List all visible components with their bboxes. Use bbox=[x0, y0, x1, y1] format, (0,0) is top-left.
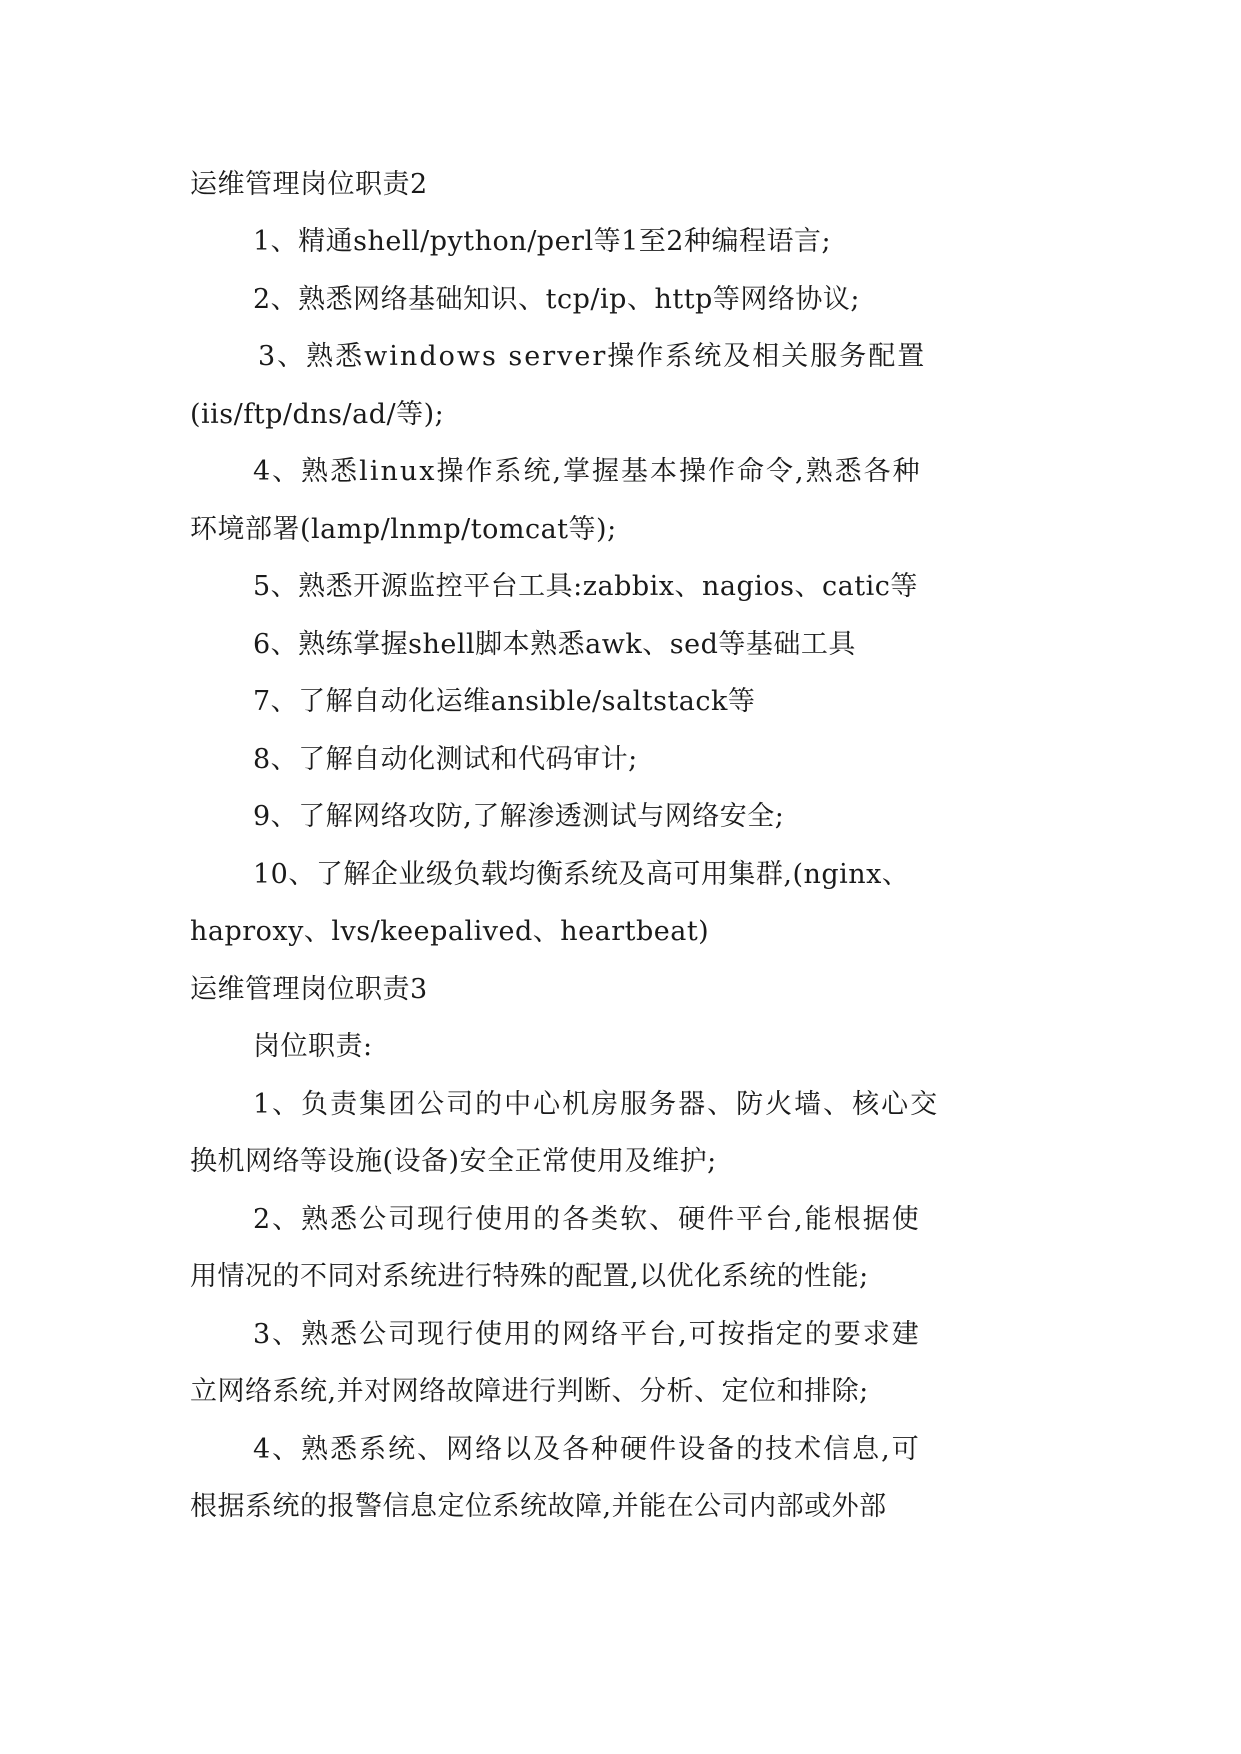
list-item: 3、熟悉windows server操作系统及相关服务配置 bbox=[258, 341, 927, 372]
section-title: 运维管理岗位职责3 bbox=[190, 974, 428, 1005]
list-item: 4、熟悉系统、网络以及各种硬件设备的技术信息,可 bbox=[253, 1434, 921, 1465]
list-item: 4、熟悉linux操作系统,掌握基本操作命令,熟悉各种 bbox=[253, 456, 922, 487]
list-item-continued: 环境部署(lamp/lnmp/tomcat等); bbox=[190, 514, 617, 545]
section-subtitle: 岗位职责: bbox=[253, 1031, 373, 1062]
section-title: 运维管理岗位职责2 bbox=[190, 169, 428, 200]
list-item: 1、负责集团公司的中心机房服务器、防火墙、核心交 bbox=[253, 1089, 940, 1120]
list-item: 5、熟悉开源监控平台工具:zabbix、nagios、catic等 bbox=[253, 571, 918, 602]
list-item-continued: 用情况的不同对系统进行特殊的配置,以优化系统的性能; bbox=[190, 1261, 869, 1292]
list-item-continued: (iis/ftp/dns/ad/等); bbox=[190, 399, 445, 430]
list-item: 1、精通shell/python/perl等1至2种编程语言; bbox=[253, 226, 832, 257]
list-item-continued: 根据系统的报警信息定位系统故障,并能在公司内部或外部 bbox=[190, 1491, 887, 1522]
list-item: 10、了解企业级负载均衡系统及高可用集群,(nginx、 bbox=[253, 859, 910, 890]
list-item: 6、熟练掌握shell脚本熟悉awk、sed等基础工具 bbox=[253, 629, 856, 660]
list-item: 2、熟悉网络基础知识、tcp/ip、http等网络协议; bbox=[253, 284, 860, 315]
list-item: 7、了解自动化运维ansible/saltstack等 bbox=[253, 686, 756, 717]
list-item-continued: 立网络系统,并对网络故障进行判断、分析、定位和排除; bbox=[190, 1376, 869, 1407]
list-item: 9、了解网络攻防,了解渗透测试与网络安全; bbox=[253, 801, 785, 832]
list-item-continued: 换机网络等设施(设备)安全正常使用及维护; bbox=[190, 1146, 717, 1177]
list-item: 8、了解自动化测试和代码审计; bbox=[253, 744, 638, 775]
list-item-continued: haproxy、lvs/keepalived、heartbeat) bbox=[190, 916, 710, 947]
list-item: 2、熟悉公司现行使用的各类软、硬件平台,能根据使 bbox=[253, 1204, 921, 1235]
list-item: 3、熟悉公司现行使用的网络平台,可按指定的要求建 bbox=[253, 1319, 921, 1350]
